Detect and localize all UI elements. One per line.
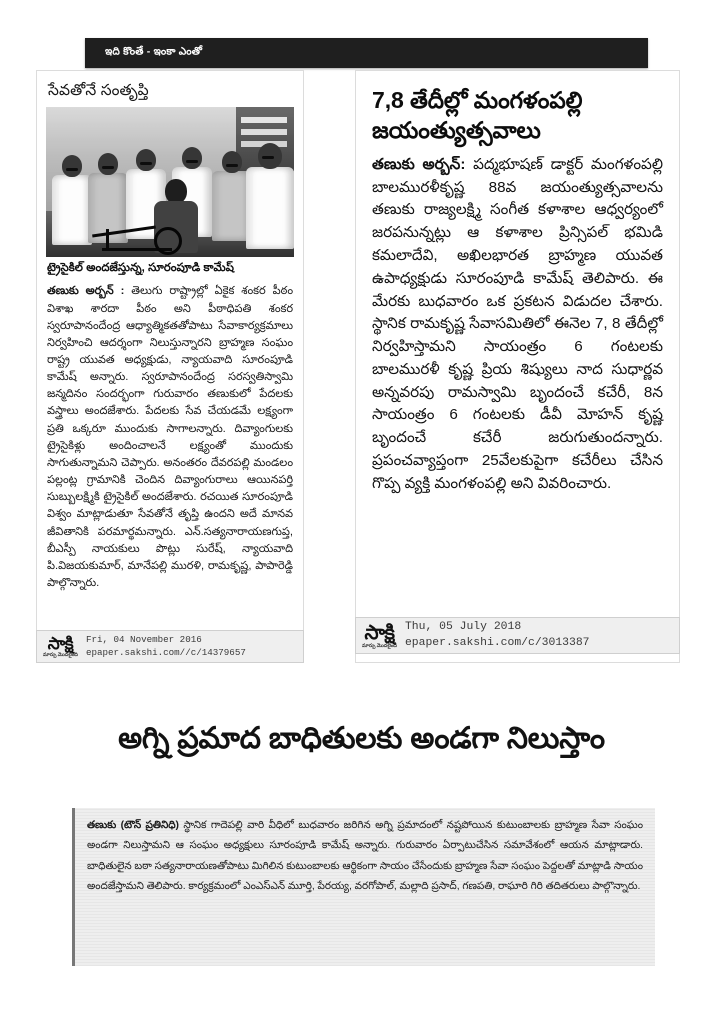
bottom-article-dateline: తణుకు (టౌన్‌ ప్రతినిధి): [87, 820, 179, 831]
left-article-body: [47, 283, 293, 592]
photo-person: [246, 143, 294, 249]
news-photo: [46, 107, 294, 257]
right-article-text: పద్మభూషణ్ డాక్టర్ మంగళంపల్లి బాలమురళీకృష్ణ 88వ జయంత్యుత్సవాలను తణుకు రాజ్యలక్ష్మి సంగీత కళాశాల ఆధ్వర్యంలో జరపనున్నట్లు ఆ కళాశాల ప్రిన్సిపల్ భమిడి కమలాదేవి, అఖిలభారత బ్రాహ్మణ యువత ఉపాధ్యక్షుడు సూరంపూడి కామేష్ తెలిపారు. ఈ మేరకు బుధవారం ఒక ప్రకటన విడుదల చేశారు. స్థానిక రామకృష్ణ సేవాసమితిలో ఈనెల 7, 8 తేదీల్లో నిర్వహిస్తామని సాయంత్రం 6 గంటలకు బాలమురళీ కృష్ణ ప్రియ శిష్యులు నాద సుధార్ణవ అన్నవరపు రామస్వామి బృందంచే కచేరీ, 8న సాయంత్రం 6 గంటలకు డీవీ మోహన్ కృష్ణ బృందంచే కచేరీ జరుగుతుందన్నారు. ప్రపంచవ్యాప్తంగా 25వేలకుపైగా కచేరీలు చేసిన గొప్ప వ్యక్తి మంగళంపల్లి అని వివరించారు.: [372, 155, 663, 492]
sakshi-logo: [362, 623, 397, 649]
right-source-date: Thu, 05 July 2018: [404, 621, 522, 634]
right-article-clipping: [355, 70, 680, 663]
left-source-date: Fri, 04 November 2016: [85, 634, 202, 646]
right-source-bar: [355, 617, 680, 654]
left-source-bar: [36, 630, 304, 663]
left-source-url[interactable]: epaper.sakshi.com//c/14379657: [85, 646, 246, 658]
left-article-text: తెలుగు రాష్ట్రాల్లో ఏకైక శంకర పీఠం విశాఖ శారదా పీఠం అని పీఠాధిపతి శంకర స్వరూపానందేంద్ర ఆధ్యాత్మికతతోపాటు సేవాకార్యక్రమాలు నిర్వహించి ఆదర్శంగా నిలుస్తున్నారని బ్రాహ్మణ సంఘం రాష్ట్ర యువత అధ్యక్షుడు, న్యాయవాది సూరంపూడి కామేష్ అన్నారు. స్వరూపానందేంద్ర సరస్వతిస్వామి జన్మదినం సందర్భంగా గురువారం తణుకులో పేదలకు వస్త్రాలు అందజేశారు. పేదలకు సేవ చేయడమే లక్ష్యంగా ప్రతి ఒక్కరూ ముందుకు సాగాలన్నారు. దివ్యాంగులకు ట్రైసైకిళ్లు అందించాలనే లక్ష్యంతో ముందుకు సాగుతున్నామని చెప్పారు. అనంతరం దేవరపల్లి మండలం పల్లంట్ల గ్రామానికి చెందిన దివ్యాంగురాలు ఆయినపర్తి సుబ్బులక్ష్మికి ట్రైసైకిల్ అందజేశారు. రచయిత సూరంపూడి విశ్వం మాట్లాడుతూ సేవతోనే తృప్తి ఉందని అదే మానవ జీవితానికి పరమార్థమన్నారు. ఎన్.సత్యనారాయణగుప్త, బీఎస్పీ నాయకులు పొట్లు సురేష్, న్యాయవాది పి.విజయకుమార్, మానేపల్లి మురళి, రామకృష్ణ, పాపారెడ్డి పాల్గొన్నారు.: [47, 285, 293, 590]
sakshi-logo-tagline: మార్పు మొదలైంది: [43, 652, 78, 658]
top-black-banner: [85, 38, 648, 68]
right-source-url[interactable]: epaper.sakshi.com/c/3013387: [404, 636, 590, 649]
sakshi-logo: [43, 635, 78, 658]
right-headline-line-1: 7,8 తేదీల్లో మంగళంపల్లి: [372, 87, 583, 113]
bottom-article-clipping: [72, 808, 655, 966]
right-headline-line-2: జయంత్యుత్సవాలు: [372, 117, 541, 144]
photo-person: [52, 155, 92, 245]
bottom-article-text: స్థానిక గాదెపల్లి వారి వీధిలో బుధవారం జరిగిన అగ్ని ప్రమాదంలో నష్టపోయిన కుటుంబాలకు బ్రాహ్మణ సేవా సంఘం అండగా నిలుస్తామని ఆ సంఘం అధ్యక్షులు సూరంపూడి కామేష్ అన్నారు. గురువారం ఏర్పాటుచేసిన సమావేశంలో ఆయన మాట్లాడారు. బాధితులైన బఠా సత్యనారాయణతోపాటు మిగిలిన కుటుంబాలకు ఆర్థికంగా సాయం చేసేందుకు బ్రాహ్మణ సేవా సంఘం పెద్దలతో మాట్లాడి సాయం అందజేస్తామని తెలిపారు. కార్యక్రమంలో ఎంఎస్‌ఎన్ మూర్తి, పేరయ్య, వరగోపాల్, మల్లాది ప్రసాద్, గణపతి, రాఘారి గిరి తదితరులు పాల్గొన్నారు.: [87, 820, 643, 892]
right-source-meta: [405, 620, 590, 651]
sakshi-logo-main: సాక్షి: [364, 621, 395, 644]
banner-title: ఇది కొంతే - ఇంకా ఎంతో: [105, 45, 203, 58]
left-source-meta: [86, 634, 246, 659]
left-article-clipping: [36, 70, 304, 663]
right-article-dateline: తణుకు అర్బన్:: [372, 155, 466, 173]
sakshi-logo-tagline: మార్పు మొదలైంది: [362, 642, 397, 649]
photo-caption: ట్రైసైకిల్ అందజేస్తున్న, సూరంపూడి కామేష్: [47, 262, 234, 275]
bottom-article-body: [87, 816, 643, 897]
right-article-headline: [372, 85, 665, 146]
left-article-headline: సేవతోనే సంతృప్తి: [48, 82, 149, 99]
sakshi-logo-main: సాక్షి: [47, 634, 74, 653]
right-article-body: [372, 154, 663, 496]
bottom-article-headline: అగ్ని ప్రమాద బాధితులకు అండగా నిలుస్తాం: [118, 722, 605, 755]
photo-tricycle: [92, 215, 188, 255]
left-article-dateline: తణుకు అర్బన్ :: [47, 285, 125, 298]
